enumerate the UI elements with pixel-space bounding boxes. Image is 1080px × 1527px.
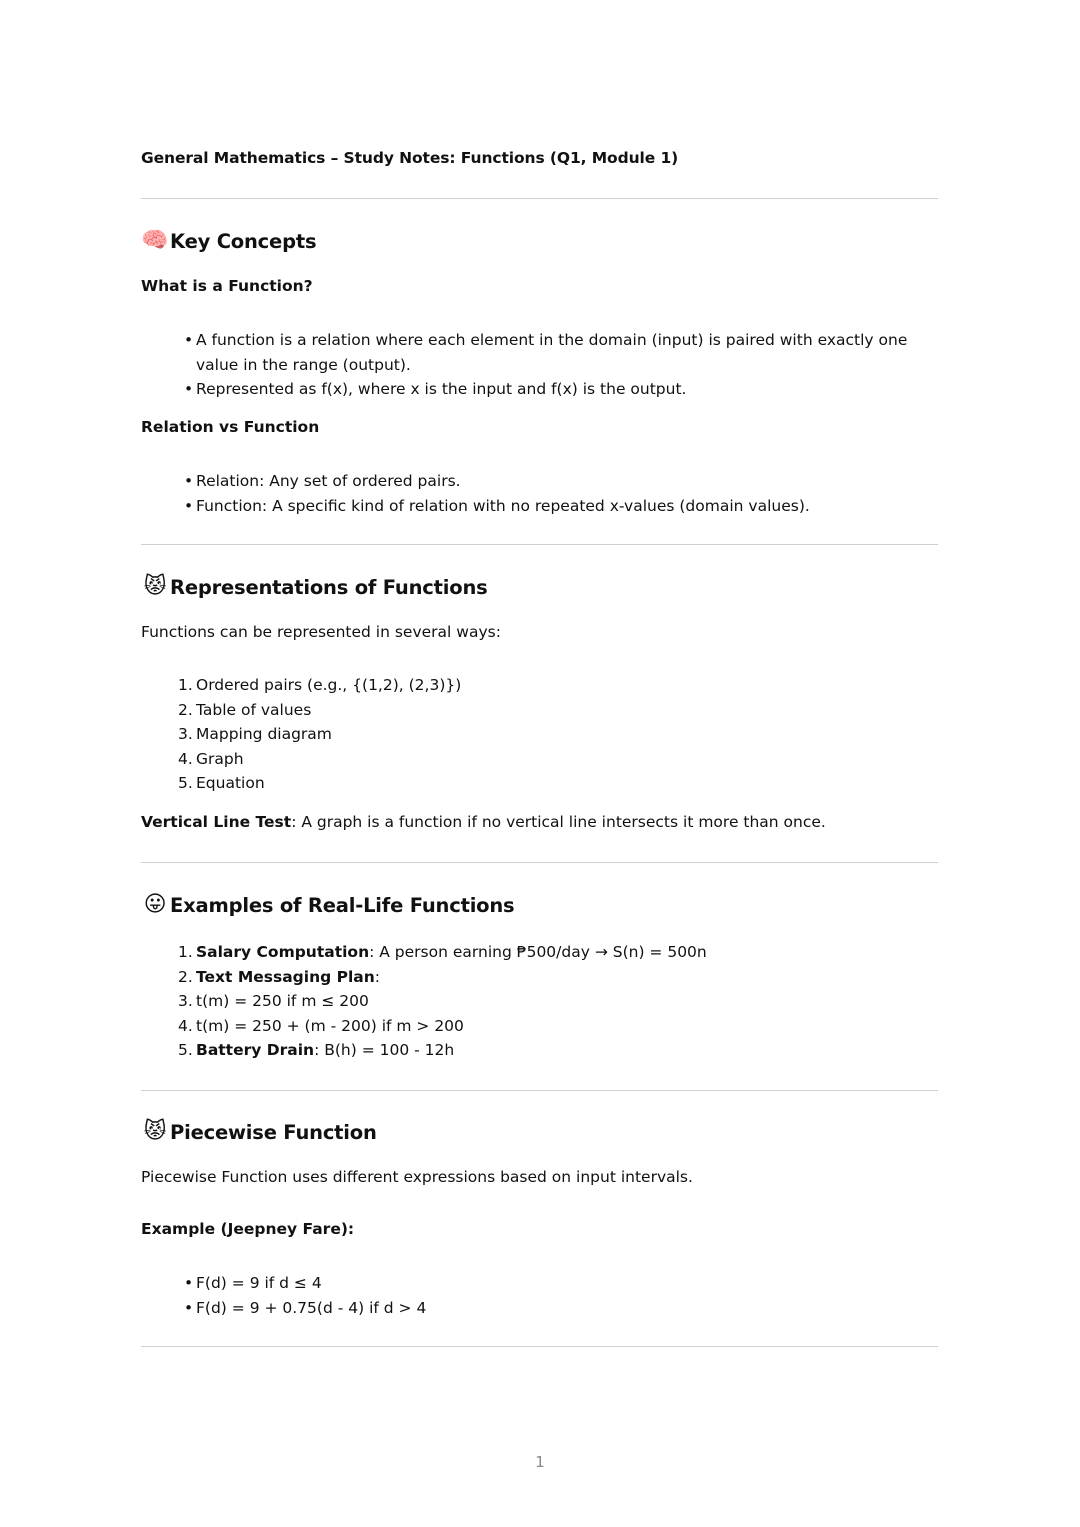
list-item: 3. t(m) = 250 if m ≤ 200	[178, 992, 369, 1010]
brain-icon: 🧠	[141, 228, 169, 253]
divider	[141, 544, 938, 545]
list-item: • Function: A specific kind of relation with no repeated x-values (domain values).	[178, 494, 938, 519]
divider	[141, 198, 938, 199]
pouting-cat-icon: 😾	[143, 574, 167, 599]
list-item: 5. Battery Drain: B(h) = 100 - 12h	[178, 1041, 455, 1059]
section-title: Representations of Functions	[170, 575, 488, 599]
divider	[141, 1346, 938, 1347]
list-item: 4. Graph	[178, 749, 244, 768]
page-number: 1	[535, 1453, 545, 1471]
relation-vs-function-list	[178, 469, 938, 518]
representations-intro: Functions can be represented in several ways:	[141, 623, 501, 641]
list-item: • F(d) = 9 + 0.75(d - 4) if d > 4	[178, 1296, 938, 1321]
tongue-face-icon: 😛	[143, 892, 167, 917]
list-item: • Relation: Any set of ordered pairs.	[178, 469, 938, 494]
subheading-what-is-function: What is a Function?	[141, 277, 313, 295]
section-heading-piecewise	[141, 1118, 377, 1146]
list-item: 4. t(m) = 250 + (m - 200) if m > 200	[178, 1016, 464, 1035]
real-life-list	[178, 940, 938, 1063]
section-heading-key-concepts	[141, 227, 316, 255]
list-item: 5. Equation	[178, 774, 265, 792]
list-item: • A function is a relation where each element in the domain (input) is paired with exactly one value in the range (output).	[178, 328, 938, 377]
list-item: 3. Mapping diagram	[178, 725, 332, 743]
pouting-cat-icon: 😾	[143, 1119, 167, 1144]
section-title: Key Concepts	[170, 229, 317, 253]
section-heading-representations	[141, 573, 488, 601]
subheading-jeepney-example: Example (Jeepney Fare):	[141, 1220, 355, 1238]
list-item: • F(d) = 9 if d ≤ 4	[178, 1271, 938, 1296]
section-title: Examples of Real-Life Functions	[170, 893, 515, 917]
divider	[141, 1090, 938, 1091]
piecewise-intro: Piecewise Function uses different expressions based on input intervals.	[141, 1168, 693, 1186]
section-heading-real-life	[141, 891, 514, 919]
list-item: 2. Table of values	[178, 700, 312, 719]
divider	[141, 862, 938, 863]
representations-list	[178, 673, 938, 796]
list-item: 1. Ordered pairs (e.g., {(1,2), (2,3)})	[178, 676, 462, 694]
list-item: 1. Salary Computation: A person earning ₱500/day → S(n) = 500n	[178, 943, 707, 961]
list-item: • Represented as f(x), where x is the input and f(x) is the output.	[178, 377, 938, 402]
what-is-function-list	[178, 328, 938, 402]
list-item: 2. Text Messaging Plan:	[178, 967, 381, 986]
jeepney-fare-list	[178, 1271, 938, 1320]
section-title: Piecewise Function	[170, 1120, 377, 1144]
subheading-relation-vs-function: Relation vs Function	[141, 418, 320, 436]
document-title: General Mathematics – Study Notes: Functions (Q1, Module 1)	[141, 149, 679, 167]
vertical-line-test: Vertical Line Test: A graph is a function if no vertical line intersects it more than once.	[141, 813, 826, 831]
